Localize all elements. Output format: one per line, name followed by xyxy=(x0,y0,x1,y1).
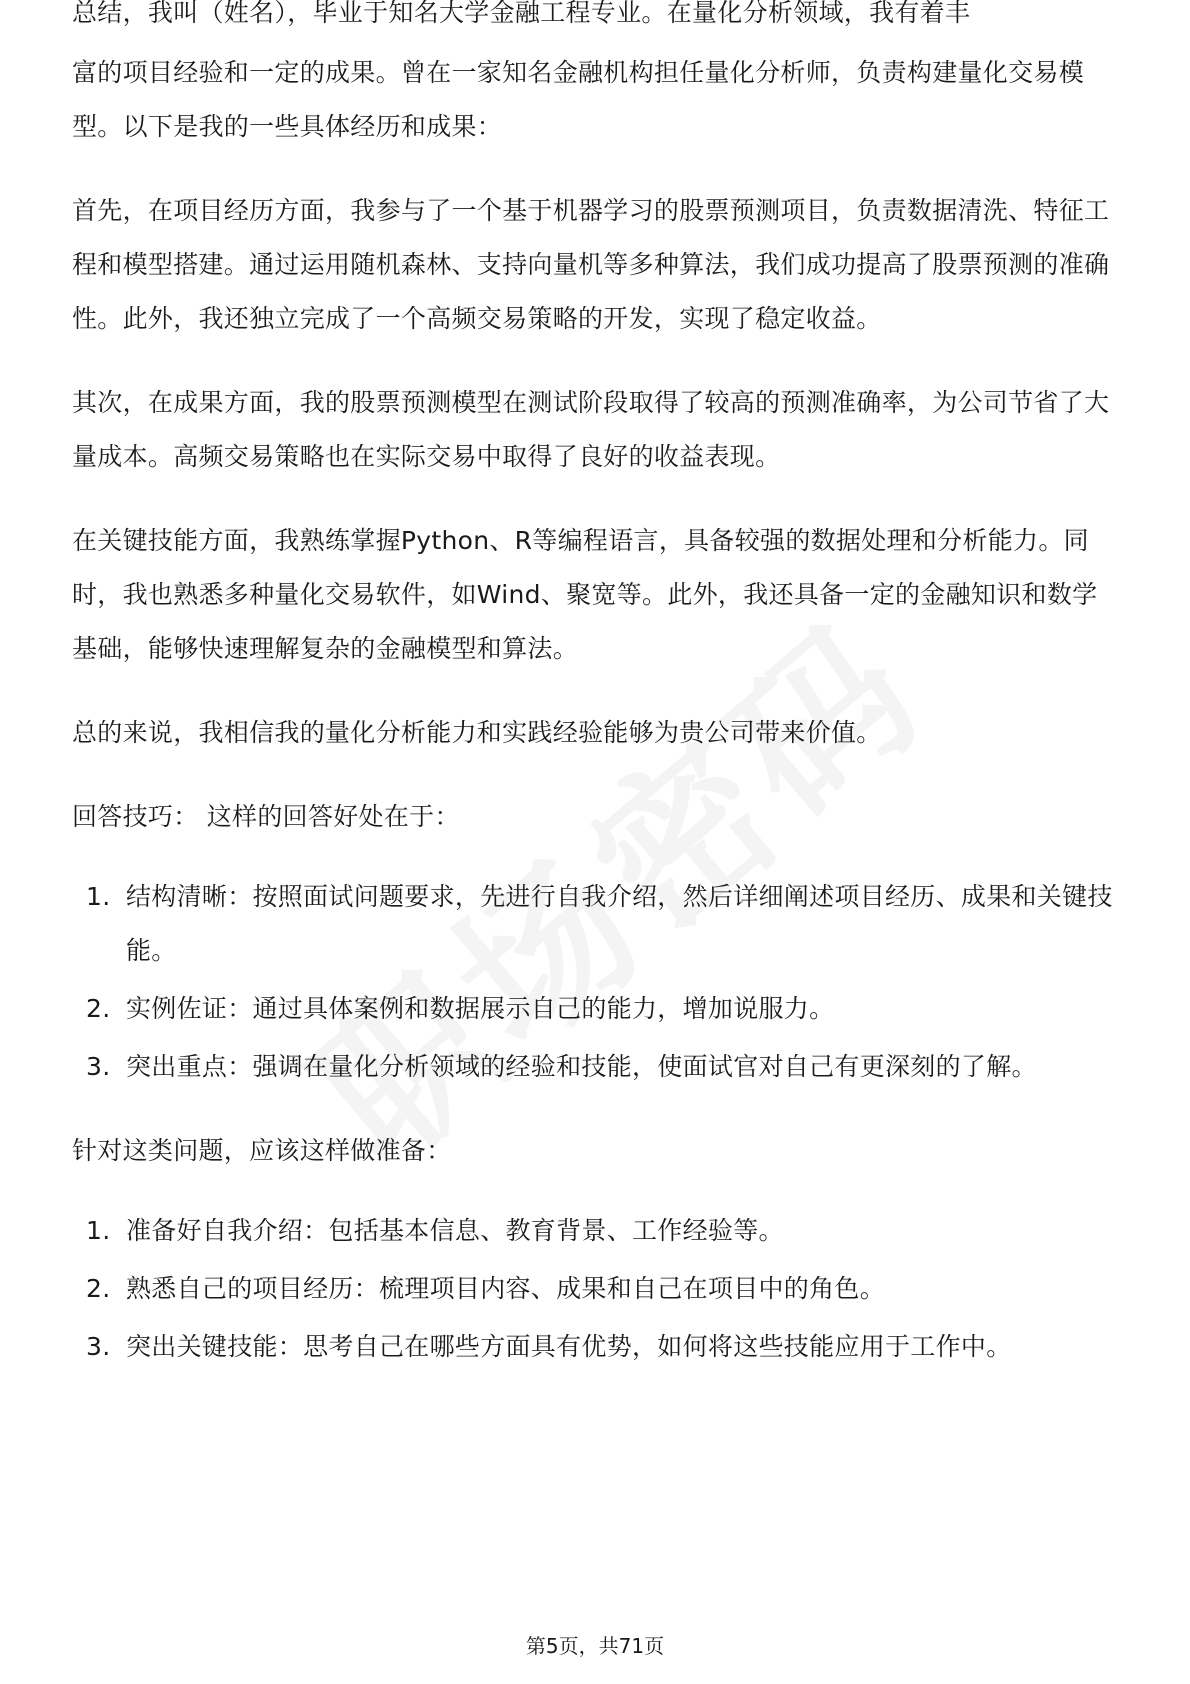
prep-list xyxy=(72,1204,1122,1374)
list-number: 3. xyxy=(86,1332,111,1361)
document-body xyxy=(72,0,1122,1404)
list-number: 2. xyxy=(86,994,111,1023)
list-text: 实例佐证：通过具体案例和数据展示自己的能力，增加说服力。 xyxy=(126,994,835,1023)
tips-list xyxy=(72,870,1122,1094)
list-item xyxy=(72,1040,1122,1094)
list-text: 突出关键技能：思考自己在哪些方面具有优势，如何将这些技能应用于工作中。 xyxy=(126,1332,1012,1361)
paragraph-results: 其次，在成果方面，我的股票预测模型在测试阶段取得了较高的预测准确率，为公司节省了大量成本。高频交易策略也在实际交易中取得了良好的收益表现。 xyxy=(72,388,1110,471)
list-text: 结构清晰：按照面试问题要求，先进行自我介绍，然后详细阐述项目经历、成果和关键技能。 xyxy=(126,882,1113,965)
paragraph-tips-heading: 回答技巧： 这样的回答好处在于： xyxy=(72,802,460,831)
paragraph-skills: 在关键技能方面，我熟练掌握Python、R等编程语言，具备较强的数据处理和分析能力。同时，我也熟悉多种量化交易软件，如Wind、聚宽等。此外，我还具备一定的金融知识和数学基础，能够快速理解复杂的金融模型和算法。 xyxy=(72,526,1098,663)
list-text: 突出重点：强调在量化分析领域的经验和技能，使面试官对自己有更深刻的了解。 xyxy=(126,1052,1037,1081)
list-item xyxy=(72,982,1122,1036)
list-text: 准备好自我介绍：包括基本信息、教育背景、工作经验等。 xyxy=(126,1216,784,1245)
list-item xyxy=(72,1204,1122,1258)
list-number: 2. xyxy=(86,1274,111,1303)
list-number: 1. xyxy=(86,1216,111,1245)
list-number: 1. xyxy=(86,882,111,911)
page-footer: 第5页，共71页 xyxy=(525,1634,665,1658)
paragraph-intro: 富的项目经验和一定的成果。曾在一家知名金融机构担任量化分析师，负责构建量化交易模型。以下是我的一些具体经历和成果： xyxy=(72,58,1085,141)
list-item xyxy=(72,870,1122,978)
list-item xyxy=(72,1262,1122,1316)
paragraph-intro-cut: 总结，我叫（姓名），毕业于知名大学金融工程专业。在量化分析领域，我有着丰 xyxy=(72,0,971,27)
list-text: 熟悉自己的项目经历：梳理项目内容、成果和自己在项目中的角色。 xyxy=(126,1274,886,1303)
paragraph-projects: 首先，在项目经历方面，我参与了一个基于机器学习的股票预测项目，负责数据清洗、特征工程和模型搭建。通过运用随机森林、支持向量机等多种算法，我们成功提高了股票预测的准确性。此外，我还独立完成了一个高频交易策略的开发，实现了稳定收益。 xyxy=(72,196,1110,333)
paragraph-prep-heading: 针对这类问题，应该这样做准备： xyxy=(72,1136,452,1165)
paragraph-summary: 总的来说，我相信我的量化分析能力和实践经验能够为贵公司带来价值。 xyxy=(72,718,882,747)
list-item xyxy=(72,1320,1122,1374)
list-number: 3. xyxy=(86,1052,111,1081)
